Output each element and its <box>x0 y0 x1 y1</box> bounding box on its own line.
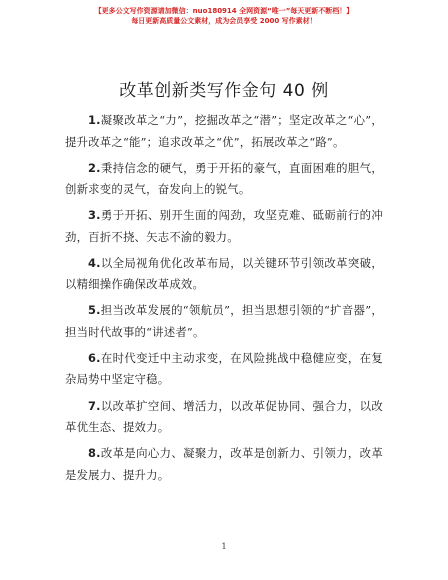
document-title: 改革创新类写作金句 40 例 <box>119 81 329 101</box>
promo-banner <box>0 6 448 27</box>
list-item <box>65 348 383 391</box>
list-item <box>65 253 383 296</box>
item-number: 1. <box>88 113 101 127</box>
list-item <box>65 396 383 439</box>
item-text: 担当改革发展的“领航员”，担当思想引领的“扩音器”，担当时代故事的“讲述者”。 <box>65 303 383 339</box>
item-number: 5. <box>88 303 101 318</box>
item-text: 在时代变迁中主动求变，在风险挑战中稳健应变，在复杂局势中坚定守稳。 <box>65 350 383 387</box>
item-number: 4. <box>88 255 101 270</box>
banner-line-2: 每日更新高质量公文素材，成为会员享受 2000 写作素材！ <box>131 17 317 25</box>
item-number: 2. <box>88 160 101 175</box>
list-item <box>65 110 383 153</box>
list-item <box>65 443 383 486</box>
item-text: 以改革扩空间、增活力，以改革促协同、强合力，以改革优生态、提效力。 <box>65 398 383 435</box>
item-number: 7. <box>88 398 101 413</box>
item-number: 8. <box>88 446 101 461</box>
page-number: 1 <box>221 542 227 551</box>
item-text: 改革是向心力、凝聚力，改革是创新力、引领力，改革是发展力、提升力。 <box>65 446 383 482</box>
item-text: 凝聚改革之“力”，挖掘改革之“潜”；坚定改革之“心”，提升改革之“能”；追求改革之“优”，拓展改革之“路”。 <box>65 113 383 149</box>
list-item <box>65 205 383 248</box>
item-text: 以全局视角优化改革布局，以关键环节引领改革突破，以精细操作确保改革成效。 <box>65 255 383 292</box>
item-text: 勇于开拓、别开生面的闯劲，攻坚克难、砥砺前行的冲劲，百折不挠、矢志不渝的毅力。 <box>65 208 383 244</box>
item-number: 6. <box>88 350 101 365</box>
item-text: 秉持信念的硬气，勇于开拓的豪气，直面困难的胆气，创新求变的灵气，奋发向上的锐气。 <box>65 160 383 197</box>
banner-line-1: 【更多公文写作资源请加微信：nuo180914 全网资源“唯一”每天更新不断档！】 <box>94 7 354 15</box>
item-number: 3. <box>88 208 101 223</box>
list-item <box>65 158 383 201</box>
list-item <box>65 300 383 343</box>
document-body <box>65 110 383 491</box>
